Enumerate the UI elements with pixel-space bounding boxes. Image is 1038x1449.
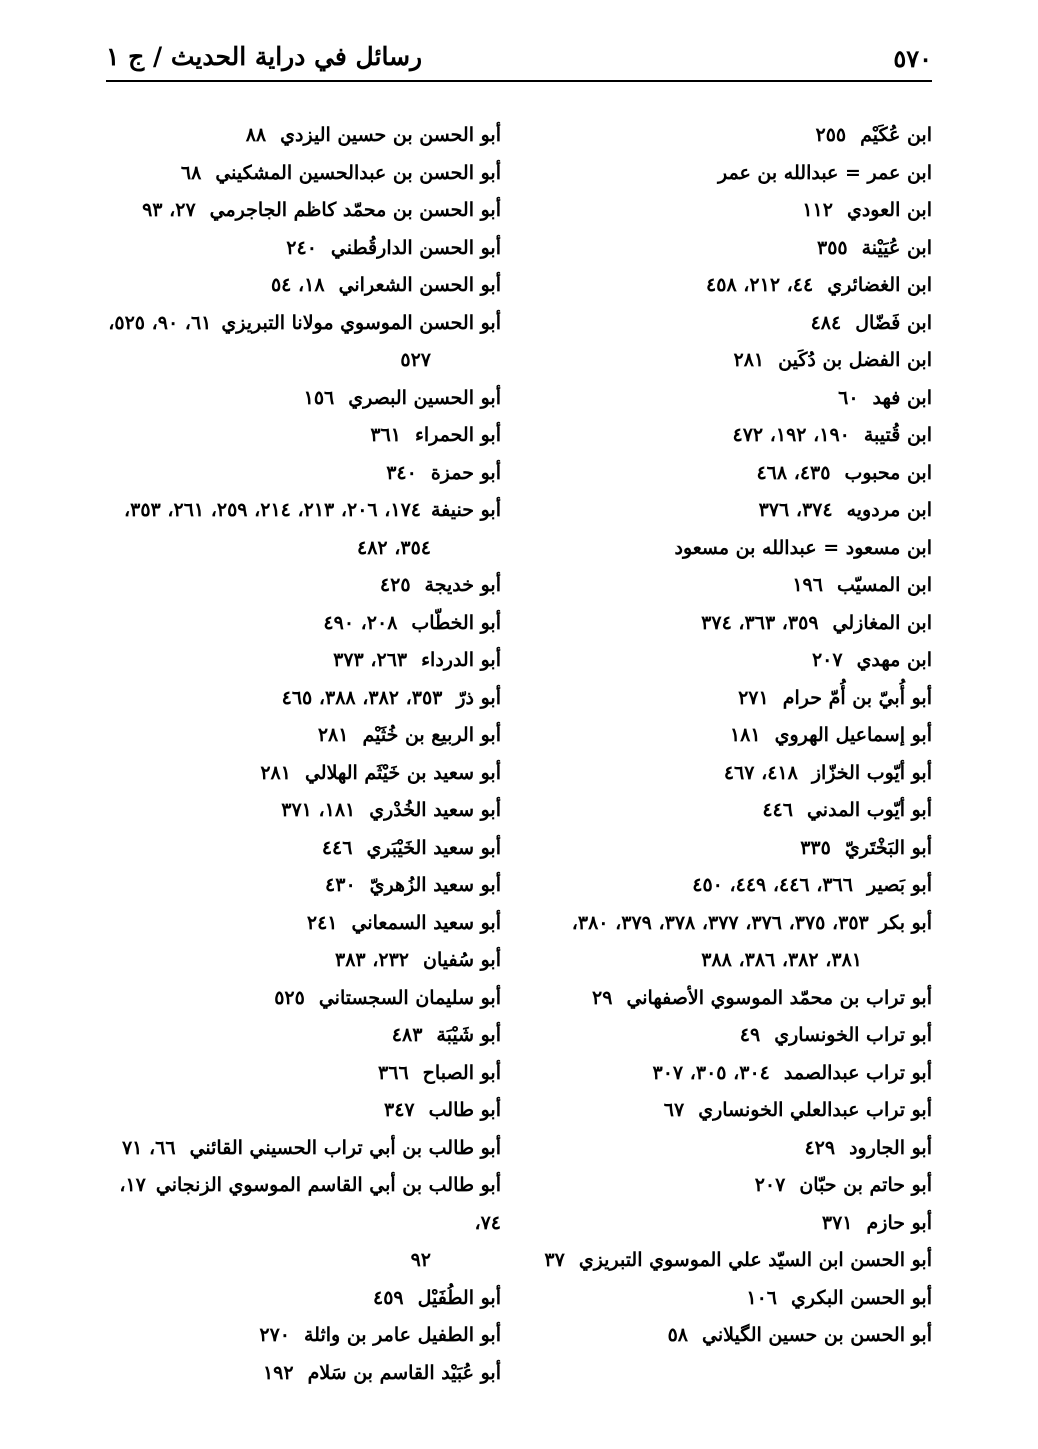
page-header xyxy=(106,40,932,82)
entry-pages: ٢٥٥ xyxy=(815,124,847,146)
index-entry xyxy=(512,830,932,868)
entry-pages: ٦٨ xyxy=(180,161,202,184)
entry-name: أبو تراب عبدالعلي الخونساري xyxy=(698,1099,932,1121)
entry-pages-continued: ٩٢ xyxy=(410,1249,431,1271)
entry-name: ابن المسيّب xyxy=(836,574,932,596)
entry-pages: ٢٠٨، ٤٩٠ xyxy=(323,611,398,634)
entry-name: أبو الحسين البصري xyxy=(348,386,501,409)
entry-pages: ١٥٦ xyxy=(303,386,335,409)
entry-name: ابن الفضل بن دُكَين xyxy=(778,349,932,371)
index-entry xyxy=(101,230,501,268)
entry-pages: ٦١، ٩٠، ٥٢٥، xyxy=(108,311,212,334)
entry-name: أبو الحسن بن حسين اليزدي xyxy=(280,124,501,146)
index-entry xyxy=(512,1130,932,1168)
entry-name: أبو الحسن البكري xyxy=(790,1286,932,1309)
entry-name: ابن مردويه xyxy=(846,499,932,521)
index-entry xyxy=(101,567,501,605)
index-entry xyxy=(512,455,932,493)
index-entry xyxy=(101,1280,501,1318)
entry-pages: ٢٦٣، ٣٧٣ xyxy=(333,649,408,671)
entry-pages: ٤٩ xyxy=(739,1024,761,1046)
index-column-right xyxy=(512,117,932,1355)
index-entry xyxy=(512,230,932,268)
entry-pages: ٦٠ xyxy=(838,386,859,409)
entry-pages: ٤١٨، ٤٦٧ xyxy=(723,761,798,784)
entry-name: ابن مسعود = عبدالله بن مسعود xyxy=(674,536,932,559)
index-entry xyxy=(101,1092,501,1130)
index-entry xyxy=(512,1205,932,1243)
entry-name: ابن المغازلي xyxy=(832,611,932,634)
entry-name: أبو الحسن بن محمّد كاظم الجاجرمي xyxy=(209,199,501,221)
entry-name: أبو الطُفَيْل xyxy=(417,1286,501,1309)
index-entry xyxy=(512,1092,932,1130)
index-entry xyxy=(512,1017,932,1055)
index-entry xyxy=(512,680,932,718)
index-entry xyxy=(512,905,932,980)
entry-pages: ٨٨ xyxy=(245,124,267,146)
index-entry xyxy=(512,717,932,755)
entry-name: ابن العودي xyxy=(846,199,932,221)
index-entry xyxy=(101,1167,501,1280)
entry-pages: ٦٧ xyxy=(663,1099,685,1121)
entry-name: ابن فهد xyxy=(872,386,932,409)
entry-name: أبو الحسن الموسوي مولانا التبريزي xyxy=(221,311,501,334)
entry-pages: ١٩٦ xyxy=(792,574,823,596)
entry-pages: ٣٦٦ xyxy=(378,1061,409,1084)
entry-name: أبو عُبَيْد القاسم بن سَلام xyxy=(307,1361,501,1384)
entry-name: ابن عُكَيْم xyxy=(860,124,932,146)
entry-pages: ٤٨٣ xyxy=(391,1024,423,1046)
entry-name: أبو بكر xyxy=(878,911,932,934)
entry-pages: ٢٧، ٩٣ xyxy=(142,199,196,221)
entry-pages: ٢٧٠ xyxy=(259,1324,290,1346)
entry-name: أبو الحسن الشعراني xyxy=(338,274,501,296)
index-entry xyxy=(101,605,501,643)
entry-name: أبو حمزة xyxy=(430,461,501,484)
entry-name: أبو سعيد بن خَيْثَم الهلالي xyxy=(304,761,501,784)
entry-pages: ١٧٤، ٢٠٦، ٢١٣، ٢١٤، ٢٥٩، ٢٦١، ٣٥٣، xyxy=(123,499,421,521)
entry-pages: ١٩٠، ١٩٢، ٤٧٢ xyxy=(732,424,850,446)
entry-name: أبو الجارود xyxy=(849,1136,932,1159)
running-title: رسائل في دراية الحديث / ج ١ xyxy=(106,42,423,71)
entry-name: ابن عمر = عبدالله بن عمر xyxy=(718,161,932,184)
index-entry xyxy=(101,717,501,755)
index-entry xyxy=(101,417,501,455)
entry-name: ابن محبوب xyxy=(844,461,932,484)
entry-name: أبو خديجة xyxy=(424,574,501,596)
entry-name: أبو الصباح xyxy=(422,1061,501,1084)
index-entry xyxy=(101,1130,501,1168)
entry-pages: ٤٢٩ xyxy=(804,1136,836,1159)
entry-name: ابن فَضّال xyxy=(855,311,932,334)
entry-name: أبو طالب بن أبي القاسم الموسوي الزنجاني xyxy=(155,1174,501,1196)
index-entry xyxy=(512,642,932,680)
entry-name: أبو بَصير xyxy=(867,874,932,896)
index-entry xyxy=(512,1317,932,1355)
entry-pages: ٤٤٦ xyxy=(762,799,793,821)
entry-name: ابن عُيَيْنة xyxy=(861,236,932,259)
index-entry xyxy=(512,305,932,343)
index-entry xyxy=(101,1317,501,1355)
entry-pages: ١٧، ٧٤، xyxy=(119,1174,501,1234)
entry-name: أبو الربيع بن خُثَيْم xyxy=(362,724,501,746)
entry-name: أبو سعيد الخُدْري xyxy=(369,799,501,821)
entry-pages: ١١٢ xyxy=(802,199,833,221)
index-entry xyxy=(101,455,501,493)
index-entry xyxy=(101,117,501,155)
entry-pages: ١٨، ٥٤ xyxy=(270,274,325,296)
index-entry xyxy=(101,942,501,980)
entry-name: أبو سليمان السجستاني xyxy=(318,986,501,1009)
entry-pages: ٢٣٢، ٣٨٣ xyxy=(334,949,409,971)
entry-pages: ٢٠٧ xyxy=(811,649,843,671)
index-entry xyxy=(101,267,501,305)
entry-pages: ٣٣٥ xyxy=(800,836,831,859)
entry-pages: ٤٣٥، ٤٦٨ xyxy=(756,461,831,484)
entry-pages: ١٨١ xyxy=(729,724,761,746)
entry-pages: ٤٤، ٢١٢، ٤٥٨ xyxy=(706,274,814,296)
entry-pages: ٢٤١ xyxy=(306,911,338,934)
index-entry xyxy=(512,867,932,905)
entry-pages: ٣٥٣، ٣٨٢، ٣٨٨، ٤٦٥ xyxy=(281,686,443,709)
entry-name: ابن مهدي xyxy=(856,649,932,671)
entry-name: أبو البَخْتَريّ xyxy=(844,836,932,859)
entry-name: أبو الحمراء xyxy=(414,424,501,446)
index-column-left xyxy=(101,117,501,1392)
entry-pages: ١٩٢ xyxy=(262,1361,294,1384)
index-entry xyxy=(512,342,932,380)
entry-pages: ٣٦١ xyxy=(370,424,401,446)
index-entry xyxy=(101,380,501,418)
entry-name: أبو طالب بن أبي تراب الحسيني القائني xyxy=(189,1136,501,1159)
entry-name: أبو الحسن الدارقُطني xyxy=(330,236,501,259)
entry-pages: ٣٥٩، ٣٦٣، ٣٧٤ xyxy=(701,611,819,634)
entry-pages: ٢٨١ xyxy=(733,349,765,371)
index-entry xyxy=(512,155,932,193)
entry-pages: ٤٨٤ xyxy=(810,311,842,334)
index-entry xyxy=(101,792,501,830)
entry-name: أبو شَيْبَة xyxy=(436,1024,501,1046)
index-entry xyxy=(512,605,932,643)
entry-pages: ٣٥٣، ٣٧٥، ٣٧٦، ٣٧٧، ٣٧٨، ٣٧٩، ٣٨٠، xyxy=(571,911,869,934)
index-entry xyxy=(101,192,501,230)
entry-pages: ٣٤٧ xyxy=(384,1099,415,1121)
index-entry xyxy=(512,492,932,530)
entry-name: أبو سعيد السمعاني xyxy=(351,911,501,934)
index-entry xyxy=(512,417,932,455)
entry-name: أبو حاتم بن حبّان xyxy=(799,1174,932,1196)
entry-pages: ٣٦٦، ٤٤٦، ٤٤٩، ٤٥٠ xyxy=(692,874,854,896)
index-entry xyxy=(512,117,932,155)
index-entry xyxy=(512,267,932,305)
entry-pages: ٥٨ xyxy=(667,1324,688,1346)
entry-name: أبو إسماعيل الهروي xyxy=(774,724,932,746)
index-entry xyxy=(512,192,932,230)
entry-name: أبو الحسن بن عبدالحسين المشكيني xyxy=(215,161,501,184)
index-entry xyxy=(512,567,932,605)
entry-name: أبو أيّوب المدني xyxy=(806,799,932,821)
entry-pages: ٣٧٤، ٣٧٦ xyxy=(758,499,833,521)
index-entry xyxy=(512,755,932,793)
entry-name: أبو حنيفة xyxy=(430,499,501,521)
entry-pages: ١٠٦ xyxy=(746,1286,777,1309)
entry-name: أبو ذرّ xyxy=(456,686,501,709)
index-entry xyxy=(512,530,932,568)
entry-pages: ٣٧١ xyxy=(821,1211,853,1234)
entry-pages: ٤٣٠ xyxy=(325,874,356,896)
entry-name: أبو سُفيان xyxy=(422,949,501,971)
entry-pages: ٤٥٩ xyxy=(372,1286,404,1309)
index-entry xyxy=(512,980,932,1018)
index-entry xyxy=(101,905,501,943)
index-entry xyxy=(101,680,501,718)
entry-pages: ٥٢٥ xyxy=(274,986,305,1009)
entry-pages: ٢٨١ xyxy=(260,761,291,784)
index-entry xyxy=(101,867,501,905)
entry-pages: ٤٢٥ xyxy=(379,574,411,596)
entry-name: أبو طالب xyxy=(428,1099,501,1121)
entry-pages: ٢٠٧ xyxy=(754,1174,786,1196)
index-entry xyxy=(101,1355,501,1393)
entry-name: أبو أُبيّ بن أُمّ حرام xyxy=(782,686,932,709)
entry-name: ابن قُتيبة xyxy=(863,424,932,446)
entry-name: أبو الخطّاب xyxy=(411,611,501,634)
entry-name: أبو سعيد الخَيْبَري xyxy=(366,836,501,859)
index-entry xyxy=(101,305,501,380)
entry-pages-continued: ٣٨١، ٣٨٢، ٣٨٦، ٣٨٨ xyxy=(701,949,862,971)
entry-pages: ٢٨١ xyxy=(317,724,349,746)
entry-name: أبو تراب عبدالصمد xyxy=(783,1061,932,1084)
index-entry xyxy=(101,980,501,1018)
entry-name: أبو الحسن بن حسين الگيلاني xyxy=(702,1324,932,1346)
entry-name: أبو الطفيل عامر بن واثلة xyxy=(304,1324,501,1346)
index-entry xyxy=(512,792,932,830)
entry-pages: ٣٥٥ xyxy=(817,236,848,259)
index-entry xyxy=(101,1017,501,1055)
index-entry xyxy=(101,642,501,680)
index-entry xyxy=(512,380,932,418)
index-entry xyxy=(512,1242,932,1280)
entry-pages: ٢٧١ xyxy=(738,686,769,709)
entry-pages: ٤٤٦ xyxy=(321,836,353,859)
entry-pages: ٣٧ xyxy=(544,1249,565,1271)
index-entry xyxy=(101,492,501,567)
entry-pages: ٢٩ xyxy=(592,986,613,1009)
index-entry xyxy=(512,1280,932,1318)
index-entry xyxy=(512,1055,932,1093)
entry-pages-continued: ٣٥٤، ٤٨٢ xyxy=(357,536,431,559)
entry-pages: ٣٠٤، ٣٠٥، ٣٠٧ xyxy=(652,1061,770,1084)
index-entry xyxy=(512,1167,932,1205)
entry-name: أبو تراب الخونساري xyxy=(774,1024,932,1046)
entry-name: أبو سعيد الزُهريّ xyxy=(369,874,501,896)
entry-pages: ١٨١، ٣٧١ xyxy=(281,799,356,821)
entry-name: أبو أيّوب الخزّاز xyxy=(811,761,932,784)
entry-pages-continued: ٥٢٧ xyxy=(400,349,431,371)
page-number: ٥٧٠ xyxy=(893,44,932,73)
entry-name: أبو الدرداء xyxy=(421,649,501,671)
index-entry xyxy=(101,755,501,793)
entry-pages: ٢٤٠ xyxy=(286,236,317,259)
index-entry xyxy=(101,1055,501,1093)
entry-pages: ٦٦، ٧١ xyxy=(121,1136,176,1159)
entry-pages: ٣٤٠ xyxy=(386,461,417,484)
entry-name: أبو حازم xyxy=(866,1211,932,1234)
entry-name: أبو الحسن ابن السيّد علي الموسوي التبريزي xyxy=(578,1249,932,1271)
entry-name: ابن الغضائري xyxy=(827,274,932,296)
entry-name: أبو تراب بن محمّد الموسوي الأصفهاني xyxy=(626,986,932,1009)
index-entry xyxy=(101,155,501,193)
index-entry xyxy=(101,830,501,868)
